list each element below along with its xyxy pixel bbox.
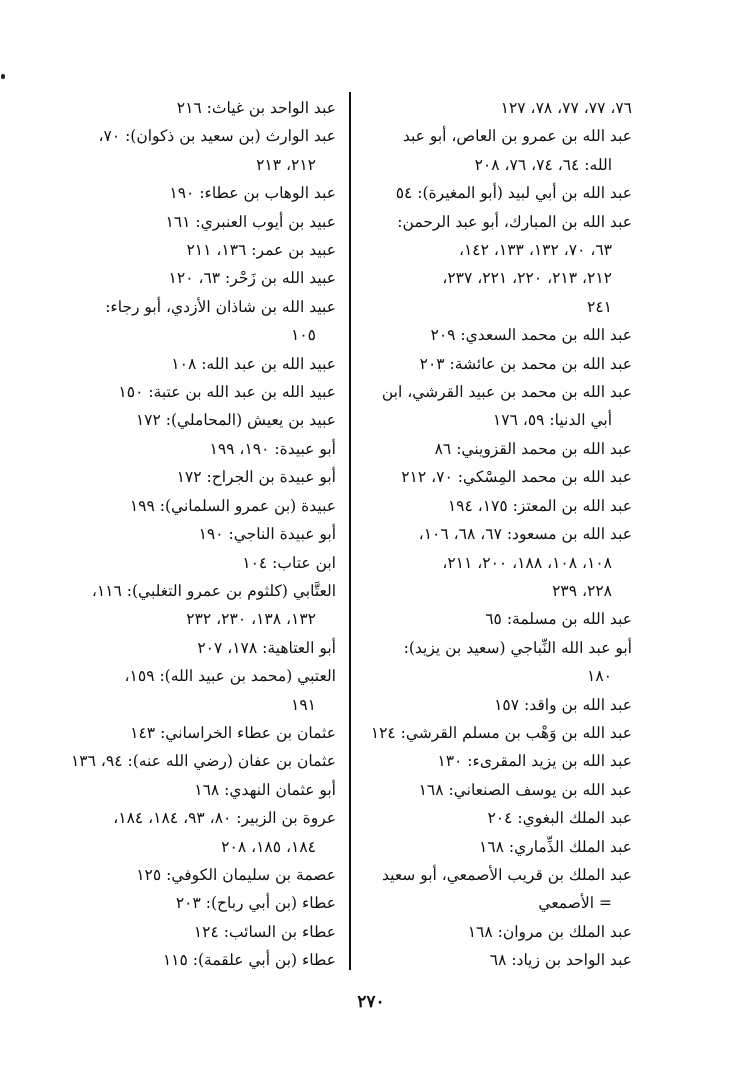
index-entry: [366, 492, 632, 520]
index-entry-line: عبيد الله بن عبد الله: ١٠٨: [171, 354, 336, 373]
index-entry-line: عبد الله بن عمرو بن العاص، أبو عبد: [402, 127, 632, 146]
index-entry-line: عبيد الله بن عبد الله بن عتبة: ١٥٠: [118, 383, 336, 402]
page-number: ٢٧٠: [357, 992, 385, 1012]
index-entry: [40, 520, 336, 548]
index-entry-line: عبد الملك بن مروان: ١٦٨: [467, 922, 632, 941]
index-entry: [366, 520, 632, 605]
index-entry: [40, 946, 336, 974]
index-entry-continuation: ١٨٠: [587, 667, 612, 686]
index-entry: [366, 605, 632, 633]
index-entry: [40, 861, 336, 889]
index-entry: [40, 918, 336, 946]
index-entry-line: عبد الله بن مسعود: ٦٧، ٦٨، ١٠٦،: [418, 525, 632, 544]
index-entry-line: عبد الواحد بن غياث: ٢١٦: [176, 99, 336, 117]
index-entry: [366, 463, 632, 491]
index-entry-line: عبد الله بن محمد بن عائشة: ٢٠٣: [419, 354, 632, 373]
index-entry-line: عبد الله بن واقد: ١٥٧: [494, 695, 632, 714]
index-entry-continuation: ١٨٤، ١٨٥، ٢٠٨: [221, 837, 316, 856]
index-entry-line: أبو عبيدة بن الجراح: ١٧٢: [176, 468, 336, 487]
index-entry-line: عبيد الله بن زَحْر: ٦٣، ١٢٠: [168, 269, 336, 288]
index-entry-line: عبد الملك بن قريب الأصمعي، أبو سعيد: [382, 865, 632, 884]
index-entry: [40, 264, 336, 292]
index-entry: [366, 719, 632, 747]
index-entry-continuation: ٢٤١: [587, 297, 612, 316]
index-entry-line: عبد الله بن محمد بن عبيد القرشي، ابن: [381, 383, 632, 402]
index-entry-line: العتبي (محمد بن عبيد الله): ١٥٩،: [124, 667, 336, 686]
index-entry-line: عبد الملك البغوي: ٢٠٤: [487, 809, 632, 828]
index-entry-line: أبو عبيدة: ١٩٠، ١٩٩: [209, 439, 336, 458]
index-entry: [40, 435, 336, 463]
index-entry-line: عبد الله بن المبارك، أبو عبد الرحمن:: [397, 212, 632, 231]
index-entry: [366, 634, 632, 691]
index-entry-continuation: ٦٣، ٧٠، ١٣٢، ١٣٣، ١٤٢،: [458, 241, 612, 260]
index-entry-continuation: ١٩١: [291, 695, 316, 714]
index-entry: [366, 691, 632, 719]
index-entry-line: عبد الله بن يزيد المقرىء: ١٣٠: [437, 752, 632, 771]
index-entry: [366, 208, 632, 322]
index-entry-line: العتَّابي (كلثوم بن عمرو التغلبي): ١١٦،: [91, 581, 336, 600]
index-entry: [40, 889, 336, 917]
index-entry-line: أبو العتاهية: ١٧٨، ٢٠٧: [197, 638, 336, 657]
index-entry: [366, 321, 632, 349]
index-entry: [40, 179, 336, 207]
index-entry-line: عروة بن الزبير: ٨٠، ٩٣، ١٨٤، ١٨٤،: [113, 809, 336, 828]
index-entry: [366, 350, 632, 378]
index-entry: [40, 719, 336, 747]
index-entry: [366, 861, 632, 918]
index-entry: [366, 946, 632, 974]
index-entry-line: عبيد بن يعيش (المحاملي): ١٧٢: [135, 411, 336, 430]
index-entry: [366, 435, 632, 463]
column-divider: [349, 92, 351, 970]
index-entry-continuation: الله: ٦٤، ٧٤، ٧٦، ٢٠٨: [474, 155, 612, 174]
index-entry-continuation: ٢٢٨، ٢٣٩: [552, 581, 612, 600]
index-entry: [40, 236, 336, 264]
index-entry-line: عبد الله بن مسلمة: ٦٥: [485, 610, 632, 629]
index-entry: [366, 833, 632, 861]
index-entry: [366, 804, 632, 832]
index-entry: [366, 179, 632, 207]
index-entry: [40, 662, 336, 719]
index-entry-continuation: ١٠٥: [291, 326, 316, 345]
index-entry-line: عبد الله بن يوسف الصنعاني: ١٦٨: [418, 780, 632, 799]
index-entry: [40, 549, 336, 577]
index-entry-line: عبد الواحد بن زياد: ٦٨: [489, 951, 632, 970]
index-entry: [366, 776, 632, 804]
index-entry: [40, 747, 336, 775]
index-entry-line: عبد الله بن محمد السعدي: ٢٠٩: [430, 326, 632, 345]
index-entry: [40, 492, 336, 520]
index-entry-line: عثمان بن عفان (رضي الله عنه): ٩٤، ١٣٦: [70, 752, 336, 771]
index-entry-line: عثمان بن عطاء الخراساني: ١٤٣: [130, 723, 336, 742]
index-entry: [40, 378, 336, 406]
index-entry-line: عطاء (بن أبي رباح): ٢٠٣: [175, 894, 336, 913]
index-entry-continuation: = الأصمعي: [538, 894, 612, 913]
index-entry-continuation: ٢١٢، ٢١٣، ٢٢٠، ٢٢١، ٢٣٧،: [442, 269, 612, 288]
index-entry-line: عصمة بن سليمان الكوفي: ١٢٥: [136, 865, 336, 884]
index-entry: [366, 122, 632, 179]
index-entry-line: عطاء (بن أبي علقمة): ١١٥: [162, 951, 336, 970]
index-entry-line: عبد الله بن محمد المِسْكي: ٧٠، ٢١٢: [401, 468, 632, 487]
index-entry-line: أبو عبيدة الناجي: ١٩٠: [198, 525, 336, 544]
index-entry: [40, 94, 336, 122]
index-entry-line: عبد الوارث (بن سعيد بن ذكوان): ٧٠،: [98, 127, 336, 146]
index-entry-line: عبد الله بن المعتز: ١٧٥، ١٩٤: [447, 496, 632, 515]
margin-speck: [1, 74, 5, 79]
index-entry: [40, 208, 336, 236]
index-entry-line: أبو عبد الله النِّباجي (سعيد بن يزيد):: [403, 638, 632, 657]
index-entry: [366, 378, 632, 435]
index-entry: [40, 122, 336, 179]
index-entry-line: عبد الله بن أبي لبيد (أبو المغيرة): ٥٤: [395, 184, 632, 203]
index-entry-line: عبيد الله بن شاذان الأزدي، أبو رجاء:: [105, 297, 336, 316]
index-entry: [366, 94, 632, 122]
index-entry-line: عبد الله بن محمد القزويني: ٨٦: [434, 439, 632, 458]
index-entry: [40, 406, 336, 434]
index-column-left: [40, 94, 336, 975]
index-entry-continuation: ١٠٨، ١٠٨، ١٨٨، ٢٠٠، ٢١١،: [442, 553, 612, 572]
index-entry-line: عبد الله بن وَهْب بن مسلم القرشي: ١٢٤: [370, 723, 632, 742]
index-column-right: [366, 94, 632, 975]
index-entry: [40, 776, 336, 804]
index-entry-continuation: ١٣٢، ١٣٨، ٢٣٠، ٢٣٢: [186, 610, 316, 629]
index-entry: [40, 350, 336, 378]
index-entry: [40, 804, 336, 861]
index-entry-line: عبيد بن عمر: ١٣٦، ٢١١: [186, 241, 336, 260]
index-entry: [366, 918, 632, 946]
index-entry-line: عبيد بن أيوب العنبري: ١٦١: [165, 212, 336, 231]
index-entry: [40, 293, 336, 350]
index-entry-line: عبيدة (بن عمرو السلماني): ١٩٩: [129, 496, 336, 515]
index-entry-line: ٧٦، ٧٧، ٧٧، ٧٨، ١٢٧: [500, 99, 632, 117]
index-entry-continuation: أبي الدنيا: ٥٩، ١٧٦: [492, 411, 612, 430]
index-entry: [40, 577, 336, 634]
index-entry: [40, 463, 336, 491]
index-entry-continuation: ٢١٢، ٢١٣: [256, 155, 316, 174]
index-entry: [40, 634, 336, 662]
index-entry-line: عطاء بن السائب: ١٢٤: [193, 922, 336, 941]
index-entry-line: أبو عثمان النهدي: ١٦٨: [194, 780, 336, 799]
index-entry-line: عبد الملك الذِّماري: ١٦٨: [478, 837, 632, 856]
index-entry-line: عبد الوهاب بن عطاء: ١٩٠: [169, 184, 336, 203]
index-entry: [366, 747, 632, 775]
index-entry-line: ابن عتاب: ١٠٤: [242, 553, 336, 572]
